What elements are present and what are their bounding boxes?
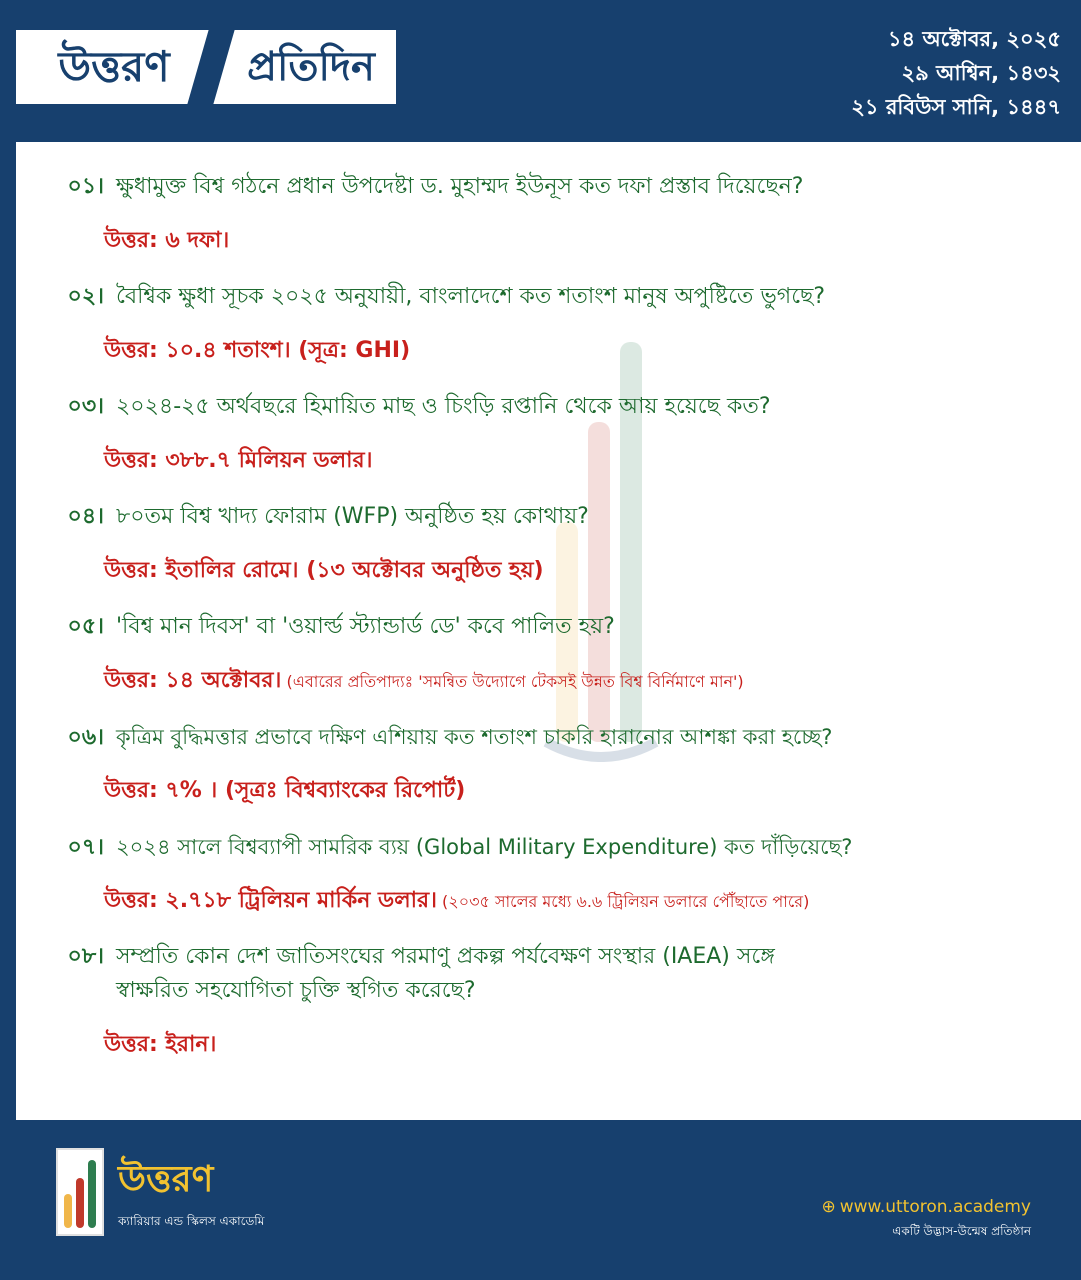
answer-5 bbox=[104, 664, 744, 699]
header bbox=[0, 0, 1081, 140]
question-number: ০৭। bbox=[67, 835, 104, 860]
question-8-line-2: স্বাক্ষরিত সহযোগিতা চুক্তি স্থগিত করেছে? bbox=[116, 978, 476, 1003]
globe-icon: ⊕ bbox=[821, 1197, 836, 1217]
tagline: একটি উদ্ভাস-উন্মেষ প্রতিষ্ঠান bbox=[892, 1224, 1031, 1238]
question-number: ০৩। bbox=[67, 394, 104, 419]
question-text: বৈশ্বিক ক্ষুধা সূচক ২০২৫ অনুযায়ী, বাংলাদেশে কত শতাংশ মানুষ অপুষ্টিতে ভুগছে? bbox=[116, 284, 826, 309]
answer-3 bbox=[104, 444, 373, 478]
question-number: ০৬। bbox=[67, 725, 104, 750]
question-text: ক্ষুধামুক্ত বিশ্ব গঠনে প্রধান উপদেষ্টা ড. মুহাম্মদ ইউনূস কত দফা প্রস্তাব দিয়েছেন? bbox=[116, 174, 804, 199]
question-1 bbox=[26, 170, 1076, 204]
answer-note: (এবারের প্রতিপাদ্যঃ 'সমন্বিত উদ্যোগে টেকসই উন্নত বিশ্ব বির্নিমাণে মান') bbox=[281, 672, 744, 691]
answer-1 bbox=[104, 224, 229, 258]
answer-8 bbox=[104, 1028, 216, 1062]
question-4 bbox=[26, 500, 1076, 534]
question-text: কৃত্রিম বুদ্ধিমত্তার প্রভাবে দক্ষিণ এশিয়ায় কত শতাংশ চাকরি হারানোর আশঙ্কা করা হচ্ছে? bbox=[116, 725, 833, 749]
question-7 bbox=[26, 830, 1076, 865]
answer-text: উত্তর: ৩৮৮.৭ মিলিয়ন ডলার। bbox=[104, 448, 373, 473]
answer-text: উত্তর: ১০.৪ শতাংশ। (সূত্র: GHI) bbox=[104, 338, 411, 363]
website-text: www.uttoron.academy bbox=[839, 1197, 1031, 1217]
answer-6 bbox=[104, 774, 465, 808]
qa-panel bbox=[16, 142, 1081, 1120]
question-text: ৮০তম বিশ্ব খাদ্য ফোরাম (WFP) অনুষ্ঠিত হয় কোথায়? bbox=[116, 504, 589, 529]
website-link[interactable] bbox=[821, 1194, 1031, 1220]
question-number: ০১। bbox=[67, 174, 104, 199]
answer-2 bbox=[104, 334, 410, 368]
question-text: ২০২৪-২৫ অর্থবছরে হিমায়িত মাছ ও চিংড়ি রপ্তানি থেকে আয় হয়েছে কত? bbox=[116, 394, 771, 419]
academy-logo-icon bbox=[56, 1148, 104, 1236]
brand-series: প্রতিদিন bbox=[247, 44, 375, 90]
question-number: ০২। bbox=[67, 284, 104, 309]
answer-note: (২০৩৫ সালের মধ্যে ৬.৬ ট্রিলিয়ন ডলারে পৌঁছাতে পারে) bbox=[436, 892, 810, 911]
date-gregorian: ১৪ অক্টোবর, ২০২৫ bbox=[887, 27, 1061, 51]
date-block bbox=[641, 22, 1061, 124]
academy-name: উত্তরণ bbox=[118, 1159, 214, 1200]
question-number: ০৫। bbox=[67, 614, 104, 639]
brand-logo bbox=[16, 30, 396, 104]
question-text: সম্প্রতি কোন দেশ জাতিসংঘের পরমাণু প্রকল্প পর্যবেক্ষণ সংস্থার (IAEA) সঙ্গে bbox=[116, 944, 775, 969]
answer-text: উত্তর: ৭% । (সূত্রঃ বিশ্বব্যাংকের রিপোর্ট) bbox=[104, 778, 466, 803]
answer-text: উত্তর: ১৪ অক্টোবর। bbox=[104, 668, 282, 693]
answer-text: উত্তর: ৬ দফা। bbox=[104, 228, 230, 253]
answer-text: উত্তর: ইতালির রোমে। (১৩ অক্টোবর অনুষ্ঠিত হয়) bbox=[104, 558, 544, 583]
answer-7 bbox=[104, 884, 809, 919]
question-3 bbox=[26, 390, 1076, 424]
question-number: ০৪। bbox=[67, 504, 104, 529]
answer-text: উত্তর: ইরান। bbox=[104, 1032, 217, 1057]
question-5 bbox=[26, 610, 1076, 644]
answer-4 bbox=[104, 554, 544, 588]
answer-text: উত্তর: ২.৭১৮ ট্রিলিয়ন মার্কিন ডলার। bbox=[104, 888, 437, 913]
brand-name: উত্তরণ bbox=[58, 42, 170, 91]
question-number: ০৮। bbox=[67, 944, 104, 969]
date-hijri: ২১ রবিউস সানি, ১৪৪৭ bbox=[851, 95, 1061, 119]
academy-subtitle: ক্যারিয়ার এন্ড স্কিলস একাডেমি bbox=[118, 1214, 265, 1228]
question-text: ২০২৪ সালে বিশ্বব্যাপী সামরিক ব্যয় (Global Military Expenditure) কত দাঁড়িয়েছে? bbox=[116, 835, 853, 859]
question-8 bbox=[26, 940, 1076, 974]
question-text: 'বিশ্ব মান দিবস' বা 'ওয়ার্ল্ড স্ট্যান্ডার্ড ডে' কবে পালিত হয়? bbox=[116, 614, 615, 639]
footer bbox=[0, 1120, 1081, 1280]
question-2 bbox=[26, 280, 1076, 314]
question-6 bbox=[26, 720, 1076, 755]
date-bengali: ২৯ আশ্বিন, ১৪৩২ bbox=[901, 61, 1061, 85]
